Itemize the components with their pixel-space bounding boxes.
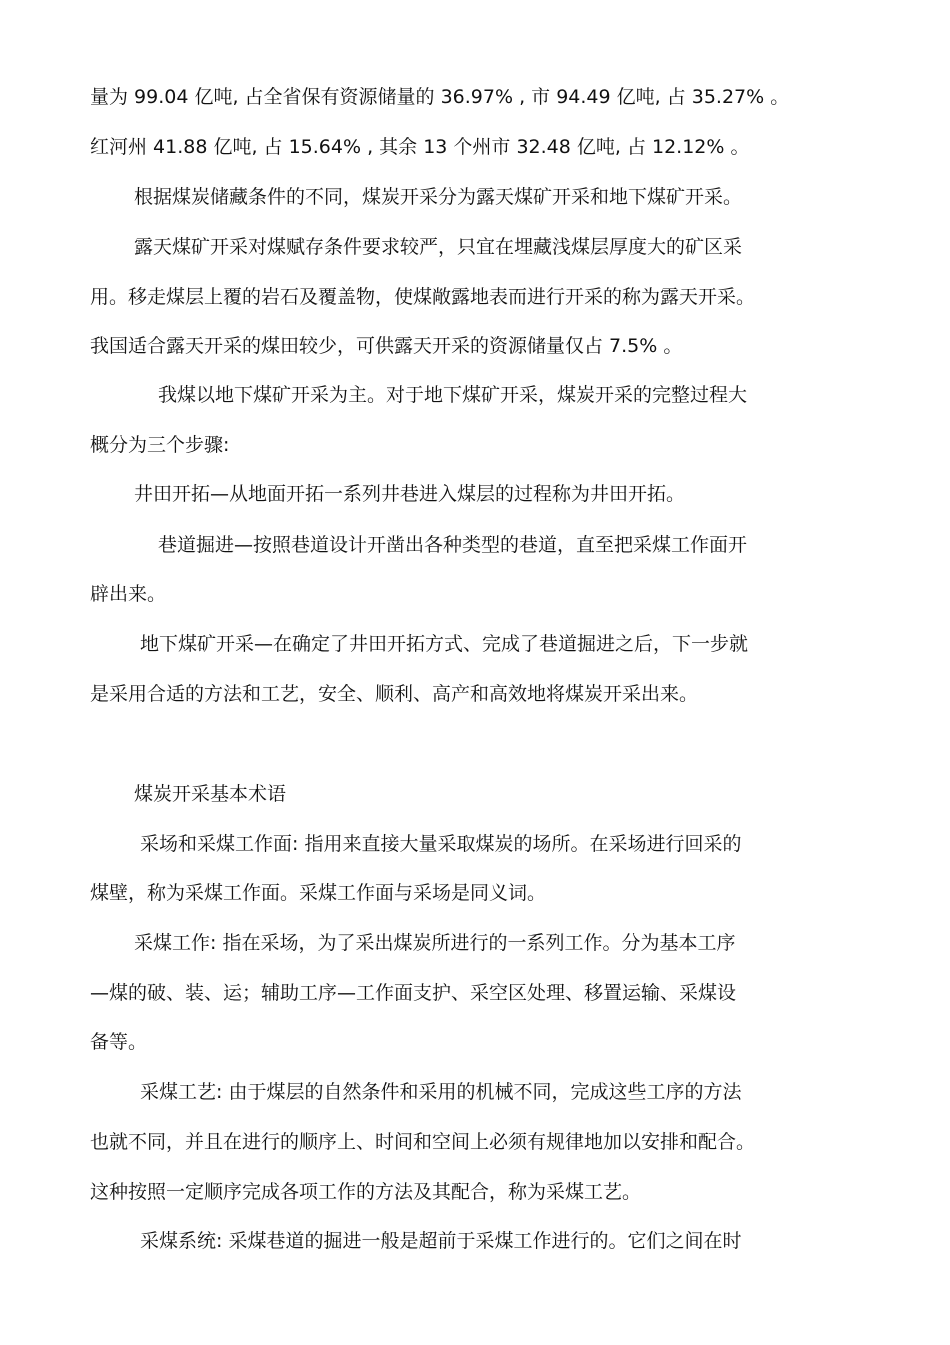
text-line: 采场和采煤工作面: 指用来直接大量采取煤炭的场所。在采场进行回采的 xyxy=(140,833,742,855)
text-line: 也就不同，并且在进行的顺序上、时间和空间上必须有规律地加以安排和配合。 xyxy=(90,1131,756,1153)
section-heading: 煤炭开采基本术语 xyxy=(134,783,287,805)
text-line: 采煤工作: 指在采场，为了采出煤炭所进行的一系列工作。分为基本工序 xyxy=(134,932,736,954)
text-line: 采煤工艺: 由于煤层的自然条件和采用的机械不同，完成这些工序的方法 xyxy=(140,1081,742,1103)
text-line: 我煤以地下煤矿开采为主。对于地下煤矿开采，煤炭开采的完整过程大 xyxy=(158,384,748,406)
text-line: 辟出来。 xyxy=(90,583,167,605)
text-line: 地下煤矿开采—在确定了井田开拓方式、完成了巷道掘进之后，下一步就 xyxy=(140,633,749,655)
text-line: 我国适合露天开采的煤田较少，可供露天开采的资源储量仅占 7.5% 。 xyxy=(90,335,683,357)
text-line: 红河州 41.88 亿吨, 占 15.64% , 其余 13 个州市 32.48 亿吨, 占 12.12% 。 xyxy=(90,136,750,158)
text-line: 概分为三个步骤: xyxy=(90,434,230,456)
text-line: 巷道掘进—按照巷道设计开凿出各种类型的巷道，直至把采煤工作面开 xyxy=(158,534,748,556)
text-line: —煤的破、装、运；辅助工序—工作面支护、采空区处理、移置运输、采煤设 xyxy=(90,982,737,1004)
text-line: 是采用合适的方法和工艺，安全、顺利、高产和高效地将煤炭开采出来。 xyxy=(90,683,699,705)
text-line: 采煤系统: 采煤巷道的掘进一般是超前于采煤工作进行的。它们之间在时 xyxy=(140,1230,742,1252)
text-line: 煤壁，称为采煤工作面。采煤工作面与采场是同义词。 xyxy=(90,882,547,904)
text-line: 用。移走煤层上覆的岩石及覆盖物，使煤敞露地表而进行开采的称为露天开采。 xyxy=(90,286,756,308)
text-line: 根据煤炭储藏条件的不同，煤炭开采分为露天煤矿开采和地下煤矿开采。 xyxy=(134,186,743,208)
text-line: 备等。 xyxy=(90,1031,148,1053)
text-line: 这种按照一定顺序完成各项工作的方法及其配合，称为采煤工艺。 xyxy=(90,1181,642,1203)
text-line: 露天煤矿开采对煤赋存条件要求较严，只宜在埋藏浅煤层厚度大的矿区采 xyxy=(134,236,743,258)
text-line: 井田开拓—从地面开拓一系列井巷进入煤层的过程称为井田开拓。 xyxy=(134,483,686,505)
text-line: 量为 99.04 亿吨, 占全省保有资源储量的 36.97% , 市 94.49 亿吨, 占 35.27% 。 xyxy=(90,86,790,108)
